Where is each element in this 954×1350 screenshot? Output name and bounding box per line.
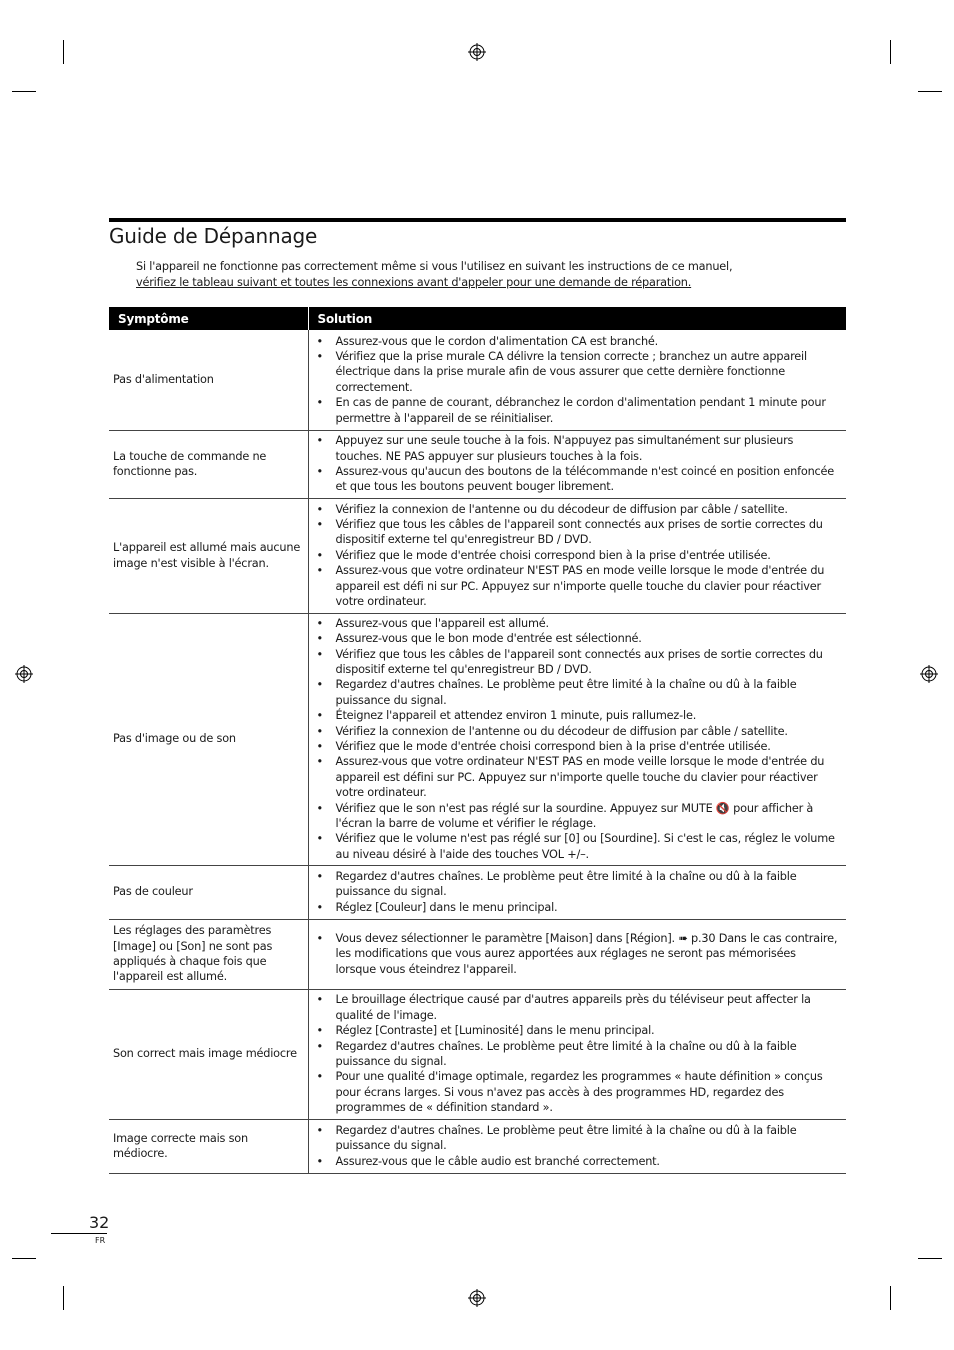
- intro-text: [136, 259, 836, 291]
- list-item: • Vérifiez la connexion de l'antenne ou du décodeur de diffusion par câble / satellite.: [317, 502, 839, 517]
- crop-mark: [63, 1286, 64, 1310]
- crop-mark: [918, 91, 942, 92]
- symptom-cell: Image correcte mais son médiocre.: [109, 1119, 308, 1173]
- table-row: [109, 430, 846, 498]
- symptom-cell: Pas d'alimentation: [109, 330, 308, 430]
- symptom-cell: Pas d'image ou de son: [109, 613, 308, 865]
- list-item: • Assurez-vous que le cordon d'alimentation CA est branché.: [317, 334, 839, 349]
- symptom-cell: L'appareil est allumé mais aucune image n'est visible à l'écran.: [109, 498, 308, 613]
- symptom-cell: Les réglages des paramètres [Image] ou [Son] ne sont pas appliqués à chaque fois que l'appareil est allumé.: [109, 919, 308, 989]
- list-item: • Éteignez l'appareil et attendez environ 1 minute, puis rallumez-le.: [317, 708, 839, 723]
- list-item: • Pour une qualité d'image optimale, regardez les programmes « haute définition » conçus pour écrans larges. Si vous n'avez pas accès à des programmes HD, regardez des programmes de « définition standard ».: [317, 1069, 839, 1115]
- list-item: • Vérifiez que le son n'est pas réglé sur la sourdine. Appuyez sur MUTE 🔇 pour afficher à l'écran la barre de volume et vérifier le réglage.: [317, 801, 839, 832]
- list-item: • Assurez-vous que le bon mode d'entrée est sélectionné.: [317, 631, 839, 646]
- list-item: • Regardez d'autres chaînes. Le problème peut être limité à la chaîne ou dû à la faible puissance du signal.: [317, 677, 839, 708]
- table-row: [109, 330, 846, 430]
- registration-mark-icon: [15, 665, 33, 683]
- list-item: • Regardez d'autres chaînes. Le problème peut être limité à la chaîne ou dû à la faible puissance du signal.: [317, 869, 839, 900]
- crop-mark: [12, 1258, 36, 1259]
- solution-cell: [308, 498, 846, 613]
- list-item: • Vérifiez la connexion de l'antenne ou du décodeur de diffusion par câble / satellite.: [317, 724, 839, 739]
- registration-mark-icon: [468, 43, 486, 61]
- list-item: • Assurez-vous que votre ordinateur N'EST PAS en mode veille lorsque le mode d'entrée du appareil est défini sur PC. Appuyez sur n'importe quelle touche du clavier pour réactiver votre ordinateur.: [317, 754, 839, 800]
- solution-cell: [308, 1119, 846, 1173]
- table-row: [109, 989, 846, 1119]
- solution-cell: [308, 919, 846, 989]
- solution-cell: [308, 865, 846, 919]
- solution-cell: [308, 613, 846, 865]
- table-row: [109, 1119, 846, 1173]
- intro-line: Si l'appareil ne fonctionne pas correctement même si vous l'utilisez en suivant les instructions de ce manuel,: [136, 260, 733, 273]
- header-symptom: Symptôme: [109, 307, 308, 330]
- table-row: [109, 498, 846, 613]
- list-item: • Regardez d'autres chaînes. Le problème peut être limité à la chaîne ou dû à la faible puissance du signal.: [317, 1039, 839, 1070]
- list-item: • Vérifiez que le volume n'est pas réglé sur [0] ou [Sourdine]. Si c'est le cas, réglez le volume au niveau désiré à l'aide des touches VOL +/–.: [317, 831, 839, 862]
- crop-mark: [890, 1286, 891, 1310]
- language-code: FR: [95, 1236, 106, 1245]
- table-header-row: [109, 307, 846, 330]
- solution-cell: [308, 330, 846, 430]
- list-item: • Appuyez sur une seule touche à la fois. N'appuyez pas simultanément sur plusieurs touches. NE PAS appuyer sur plusieurs touches à la fois.: [317, 433, 839, 464]
- page-number-rule: [51, 1233, 107, 1234]
- list-item: • Réglez [Contraste] et [Luminosité] dans le menu principal.: [317, 1023, 839, 1038]
- solution-cell: [308, 430, 846, 498]
- list-item: • Assurez-vous que l'appareil est allumé.: [317, 616, 839, 631]
- list-item: • Le brouillage électrique causé par d'autres appareils près du téléviseur peut affecter la qualité de l'image.: [317, 992, 839, 1023]
- page-title: Guide de Dépannage: [109, 224, 318, 248]
- symptom-cell: Pas de couleur: [109, 865, 308, 919]
- list-item: • En cas de panne de courant, débranchez le cordon d'alimentation pendant 1 minute pour permettre à l'appareil de se réinitialiser.: [317, 395, 839, 426]
- list-item: • Vérifiez que la prise murale CA délivre la tension correcte ; branchez un autre appareil électrique dans la prise murale afin de vous assurer que cette dernière fonctionne correctement.: [317, 349, 839, 395]
- list-item: • Regardez d'autres chaînes. Le problème peut être limité à la chaîne ou dû à la faible puissance du signal.: [317, 1123, 839, 1154]
- crop-mark: [12, 91, 36, 92]
- crop-mark: [63, 40, 64, 64]
- list-item: • Assurez-vous que votre ordinateur N'EST PAS en mode veille lorsque le mode d'entrée du appareil est défi ni sur PC. Appuyez sur n'importe quelle touche du clavier pour réactiver votre ordinateur.: [317, 563, 839, 609]
- list-item: • Vérifiez que le mode d'entrée choisi correspond bien à la prise d'entrée utilisée.: [317, 548, 839, 563]
- table-row: [109, 613, 846, 865]
- table-row: [109, 865, 846, 919]
- list-item: • Vous devez sélectionner le paramètre [Maison] dans [Région]. ➠ p.30 Dans le cas contraire, les modifications que vous aurez apportées aux réglages ne seront pas mémorisées lorsque vous éteindrez l'appareil.: [317, 931, 839, 977]
- solution-cell: [308, 989, 846, 1119]
- list-item: • Réglez [Couleur] dans le menu principal.: [317, 900, 839, 915]
- list-item: • Assurez-vous que le câble audio est branché correctement.: [317, 1154, 839, 1169]
- symptom-cell: Son correct mais image médiocre: [109, 989, 308, 1119]
- list-item: • Assurez-vous qu'aucun des boutons de la télécommande n'est coincé en position enfoncée et que tous les boutons peuvent bouger librement.: [317, 464, 839, 495]
- list-item: • Vérifiez que tous les câbles de l'appareil sont connectés aux prises de sortie correctes du dispositif externe tel qu'enregistreur BD / DVD.: [317, 647, 839, 678]
- list-item: • Vérifiez que le mode d'entrée choisi correspond bien à la prise d'entrée utilisée.: [317, 739, 839, 754]
- page-number: 32: [89, 1213, 110, 1232]
- symptom-cell: La touche de commande ne fonctionne pas.: [109, 430, 308, 498]
- crop-mark: [890, 40, 891, 64]
- registration-mark-icon: [468, 1289, 486, 1307]
- registration-mark-icon: [920, 665, 938, 683]
- list-item: • Vérifiez que tous les câbles de l'appareil sont connectés aux prises de sortie correctes du dispositif externe tel qu'enregistreur BD / DVD.: [317, 517, 839, 548]
- troubleshooting-table: [109, 307, 846, 1174]
- intro-warning: vérifiez le tableau suivant et toutes les connexions avant d'appeler pour une demande de réparation.: [136, 276, 692, 289]
- crop-mark: [918, 1258, 942, 1259]
- title-rule: [109, 218, 846, 222]
- header-solution: Solution: [308, 307, 846, 330]
- table-row: [109, 919, 846, 989]
